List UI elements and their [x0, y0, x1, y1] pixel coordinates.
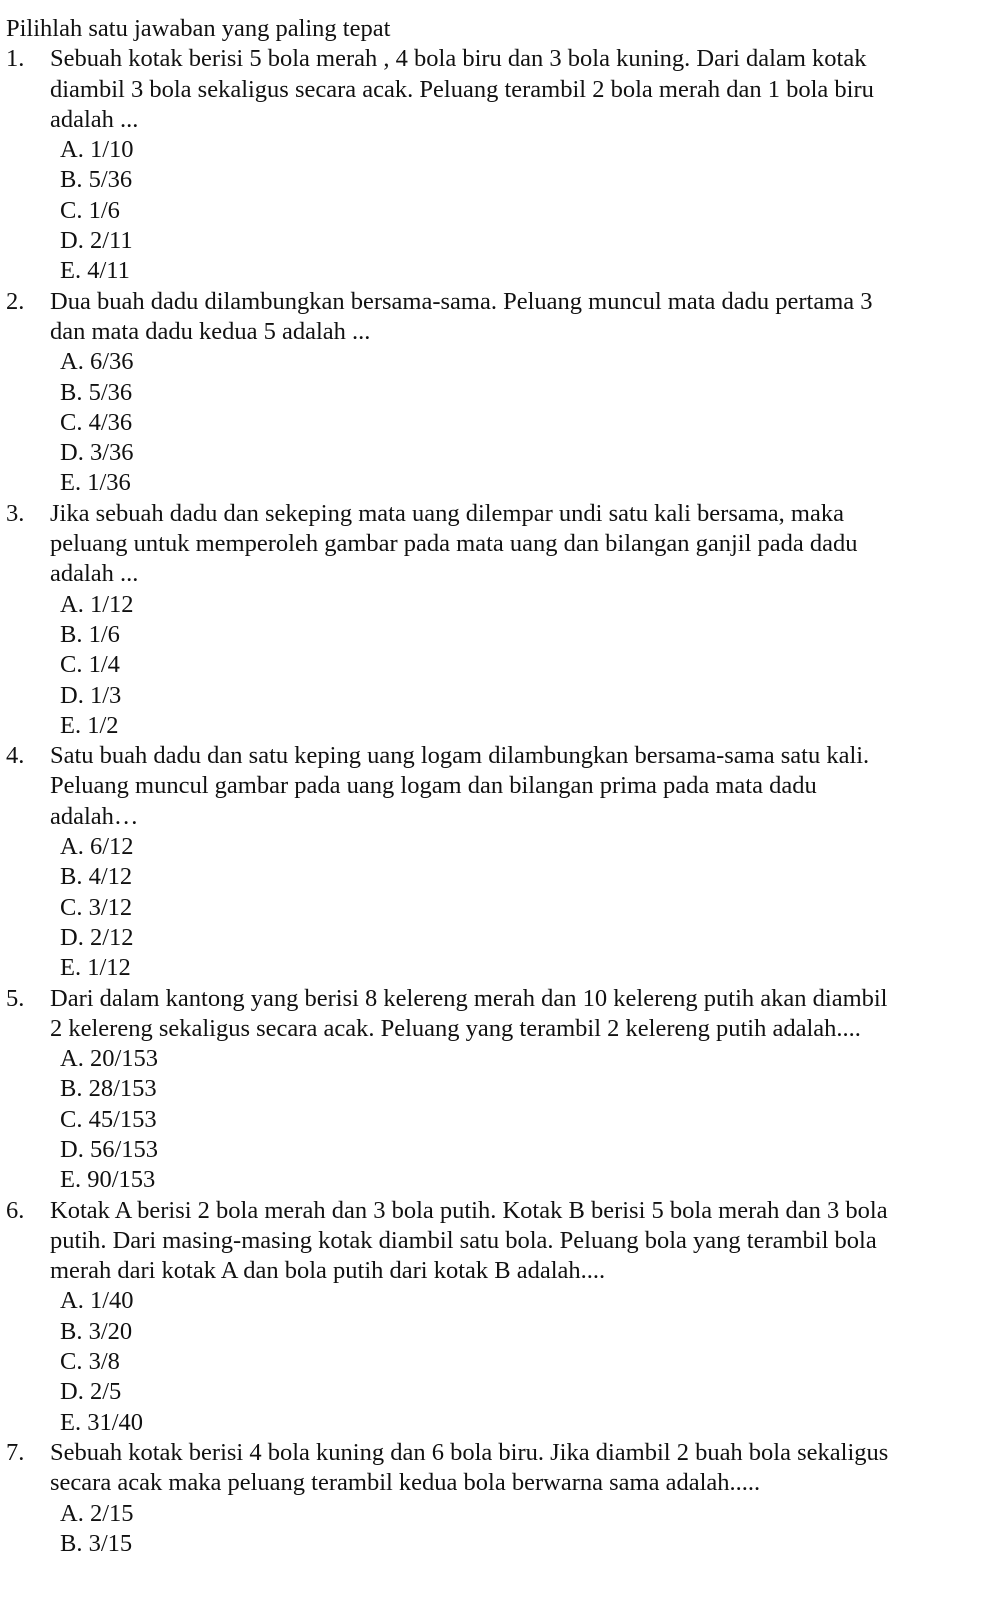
answer-option: B. 28/153	[60, 1075, 157, 1103]
answer-option: C. 1/6	[60, 196, 120, 224]
answer-option: D. 1/3	[60, 681, 122, 709]
question-text-line: Sebuah kotak berisi 5 bola merah , 4 bola biru dan 3 bola kuning. Dari dalam kotak	[50, 45, 867, 73]
question-text-line: adalah…	[50, 802, 139, 830]
question-number: 6.	[6, 1196, 25, 1224]
answer-option: B. 1/6	[60, 620, 120, 648]
answer-option: D. 2/11	[60, 227, 133, 255]
instruction: Pilihlah satu jawaban yang paling tepat	[6, 15, 391, 42]
answer-option: B. 5/36	[60, 166, 133, 194]
question-number: 5.	[6, 984, 25, 1012]
question-text-line: Jika sebuah dadu dan sekeping mata uang dilempar undi satu kali bersama, maka	[50, 499, 844, 527]
question-2	[6, 287, 1008, 499]
answer-option: E. 4/11	[60, 257, 130, 285]
answer-option: A. 1/40	[60, 1287, 134, 1315]
answer-option: A. 2/15	[60, 1499, 134, 1527]
answer-option: E. 90/153	[60, 1166, 156, 1194]
answer-option: B. 5/36	[60, 378, 133, 406]
answer-option: D. 2/5	[60, 1378, 122, 1406]
question-text-line: Satu buah dadu dan satu keping uang logam dilambungkan bersama-sama satu kali.	[50, 742, 870, 770]
answer-option: E. 1/36	[60, 469, 131, 497]
question-document	[6, 14, 1008, 1559]
question-number: 7.	[6, 1438, 25, 1466]
question-list	[6, 44, 1008, 1559]
question-number: 1.	[6, 45, 25, 73]
question-text-line: diambil 3 bola sekaligus secara acak. Peluang terambil 2 bola merah dan 1 bola biru	[50, 75, 874, 103]
answer-option: A. 6/12	[60, 833, 134, 861]
answer-option: C. 3/12	[60, 893, 133, 921]
answer-option: B. 4/12	[60, 863, 133, 891]
question-1	[6, 44, 1008, 286]
question-text-line: Dua buah dadu dilambungkan bersama-sama. Peluang muncul mata dadu pertama 3	[50, 287, 873, 315]
answer-option: E. 1/12	[60, 954, 131, 982]
question-text-line: Kotak A berisi 2 bola merah dan 3 bola putih. Kotak B berisi 5 bola merah dan 3 bola	[50, 1196, 888, 1224]
answer-option: A. 1/12	[60, 590, 134, 618]
answer-option: D. 3/36	[60, 439, 134, 467]
answer-option: A. 6/36	[60, 348, 134, 376]
answer-option: B. 3/15	[60, 1529, 133, 1557]
answer-option: C. 1/4	[60, 651, 120, 679]
question-text-line: adalah ...	[50, 105, 139, 133]
question-3	[6, 499, 1008, 741]
question-text-line: Dari dalam kantong yang berisi 8 kelereng merah dan 10 kelereng putih akan diambil	[50, 984, 888, 1012]
question-6	[6, 1196, 1008, 1438]
answer-option: C. 3/8	[60, 1348, 120, 1376]
question-4	[6, 741, 1008, 983]
answer-option: D. 2/12	[60, 923, 134, 951]
question-text-line: adalah ...	[50, 560, 139, 588]
answer-option: A. 20/153	[60, 1045, 158, 1073]
question-number: 3.	[6, 499, 25, 527]
question-text-line: putih. Dari masing-masing kotak diambil satu bola. Peluang bola yang terambil bola	[50, 1226, 877, 1254]
answer-option: B. 3/20	[60, 1317, 133, 1345]
question-text-line: Peluang muncul gambar pada uang logam dan bilangan prima pada mata dadu	[50, 772, 817, 800]
answer-option: A. 1/10	[60, 136, 134, 164]
answer-option: E. 31/40	[60, 1408, 144, 1436]
question-text-line: secara acak maka peluang terambil kedua bola berwarna sama adalah.....	[50, 1469, 761, 1497]
question-7	[6, 1438, 1008, 1559]
question-text-line: merah dari kotak A dan bola putih dari kotak B adalah....	[50, 1257, 606, 1285]
question-number: 2.	[6, 287, 25, 315]
answer-option: C. 4/36	[60, 408, 133, 436]
question-text-line: dan mata dadu kedua 5 adalah ...	[50, 317, 371, 345]
question-text-line: peluang untuk memperoleh gambar pada mata uang dan bilangan ganjil pada dadu	[50, 530, 858, 558]
question-number: 4.	[6, 742, 25, 770]
question-5	[6, 984, 1008, 1196]
question-text-line: Sebuah kotak berisi 4 bola kuning dan 6 bola biru. Jika diambil 2 buah bola sekaligus	[50, 1438, 889, 1466]
answer-option: E. 1/2	[60, 711, 119, 739]
question-text-line: 2 kelereng sekaligus secara acak. Peluang yang terambil 2 kelereng putih adalah....	[50, 1014, 861, 1042]
answer-option: C. 45/153	[60, 1105, 157, 1133]
answer-option: D. 56/153	[60, 1135, 158, 1163]
